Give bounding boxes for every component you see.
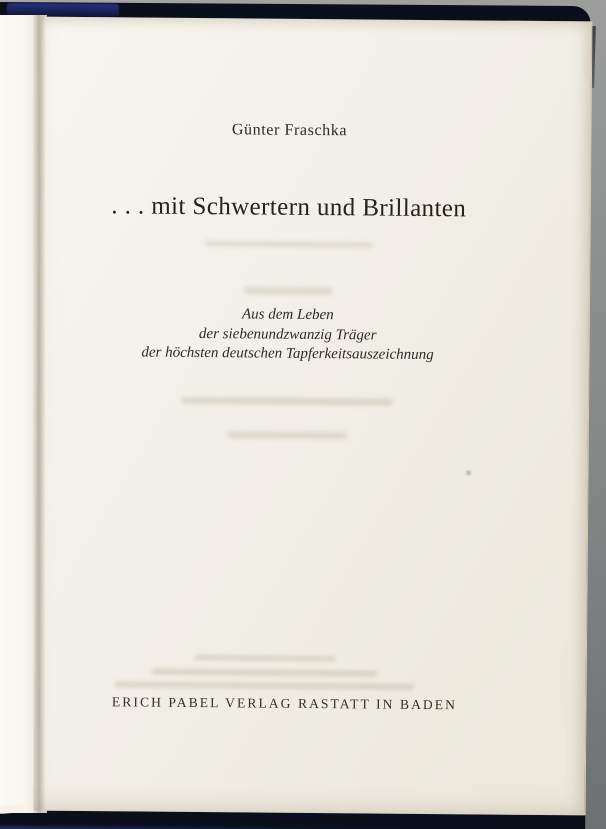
subtitle-line-2: der siebenundzwanzig Träger [198, 325, 377, 344]
subtitle-line-3: der höchsten deutschen Tapferkeitsauszeichnung [141, 344, 434, 364]
show-through-line [204, 241, 372, 247]
paper-smudge [464, 469, 472, 476]
show-through-line [115, 681, 415, 690]
show-through-line [152, 669, 378, 677]
show-through-line [244, 286, 332, 295]
publisher-imprint: ERICH PABEL VERLAG RASTATT IN BADEN [111, 694, 458, 713]
type-area [34, 17, 541, 815]
title-page [34, 17, 593, 816]
book-title: . . . mit Schwertern und Brillanten [111, 192, 467, 223]
show-through-line [194, 655, 336, 661]
subtitle-line-1: Aus dem Leben [241, 306, 334, 324]
show-through-line [227, 431, 347, 439]
author-name: Günter Fraschka [231, 121, 348, 140]
show-through-line [181, 397, 393, 406]
subtitle [37, 304, 537, 367]
page-under-edge [0, 804, 24, 814]
gutter-shadow [32, 15, 46, 813]
